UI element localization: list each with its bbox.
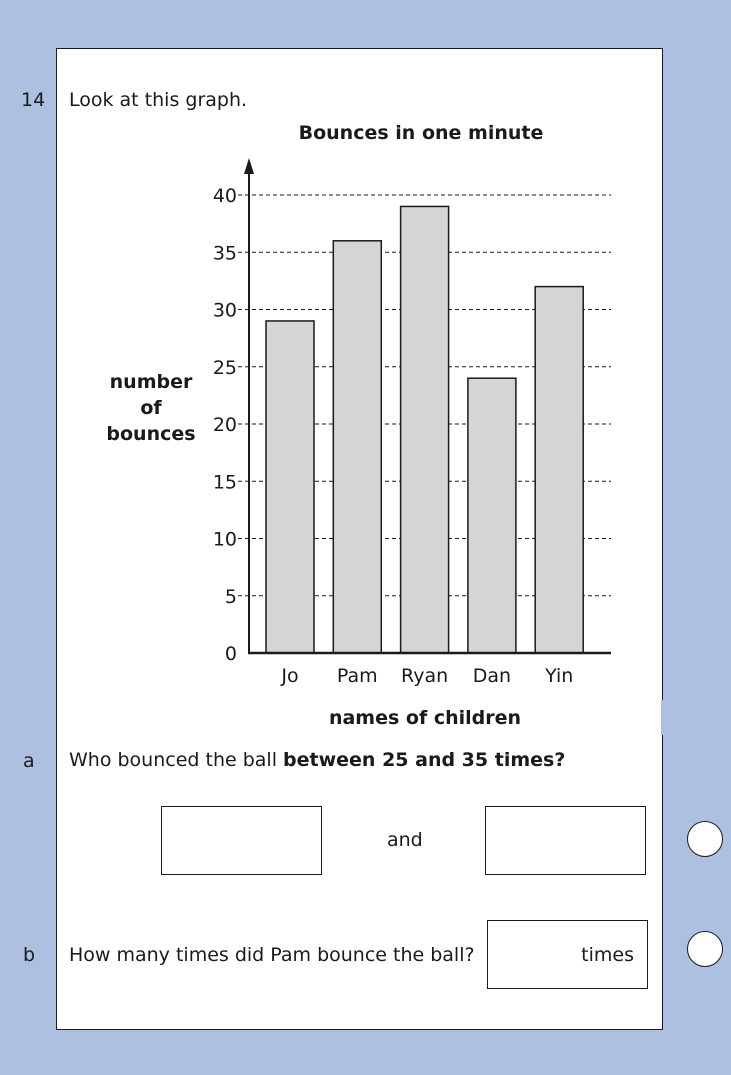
y-axis-ticks [213,185,237,665]
part-a-question-bold: between 25 and 35 times? [283,749,566,771]
bar-ryan [401,206,449,653]
part-a-question [69,749,565,771]
mark-circle-b [687,931,723,967]
y-tick-label: 40 [212,185,237,207]
bar-pam [333,241,381,653]
part-b-label: b [23,944,36,966]
x-tick-label: Pam [336,665,378,687]
y-tick-label: 35 [212,242,237,265]
part-a-question-plain: Who bounced the ball [69,749,284,771]
y-tick-label: 30 [212,299,237,322]
y-tick-label: 20 [212,414,237,436]
question-number: 14 [21,89,46,111]
y-axis-label-line-2: of [140,397,162,419]
x-axis-label: names of children [328,707,522,729]
x-tick-label: Yin [545,665,574,687]
answer-box-a-first[interactable] [161,806,322,875]
bar-yin [535,287,583,653]
part-a-label: a [23,750,35,772]
y-tick-label: 15 [212,471,237,494]
y-axis-arrow [244,158,254,174]
chart-title: Bounces in one minute [298,122,544,144]
answer-box-a-second[interactable] [485,806,646,875]
y-tick-label: 0 [224,643,237,665]
mark-circle-a [687,821,723,857]
y-tick-label: 25 [212,356,237,379]
y-tick-label: 10 [212,528,237,551]
x-tick-label: Ryan [401,665,449,687]
x-axis-ticks [280,665,573,687]
part-b-question: How many times did Pam bounce the ball? [69,944,475,966]
x-tick-label: Dan [472,665,512,687]
bar-jo [266,321,314,653]
times-unit: times [581,944,634,966]
y-axis-label [106,371,195,445]
y-axis-label-line-1: number [109,371,193,393]
answer-box-b[interactable] [487,920,648,989]
y-tick-label: 5 [224,585,237,608]
chart-bars [266,206,583,653]
bar-dan [468,378,516,653]
question-intro: Look at this graph. [69,89,248,111]
x-tick-label: Jo [281,665,299,687]
page-edge-gap [661,700,663,735]
y-axis-label-line-3: bounces [106,423,196,445]
and-text: and [387,829,423,851]
